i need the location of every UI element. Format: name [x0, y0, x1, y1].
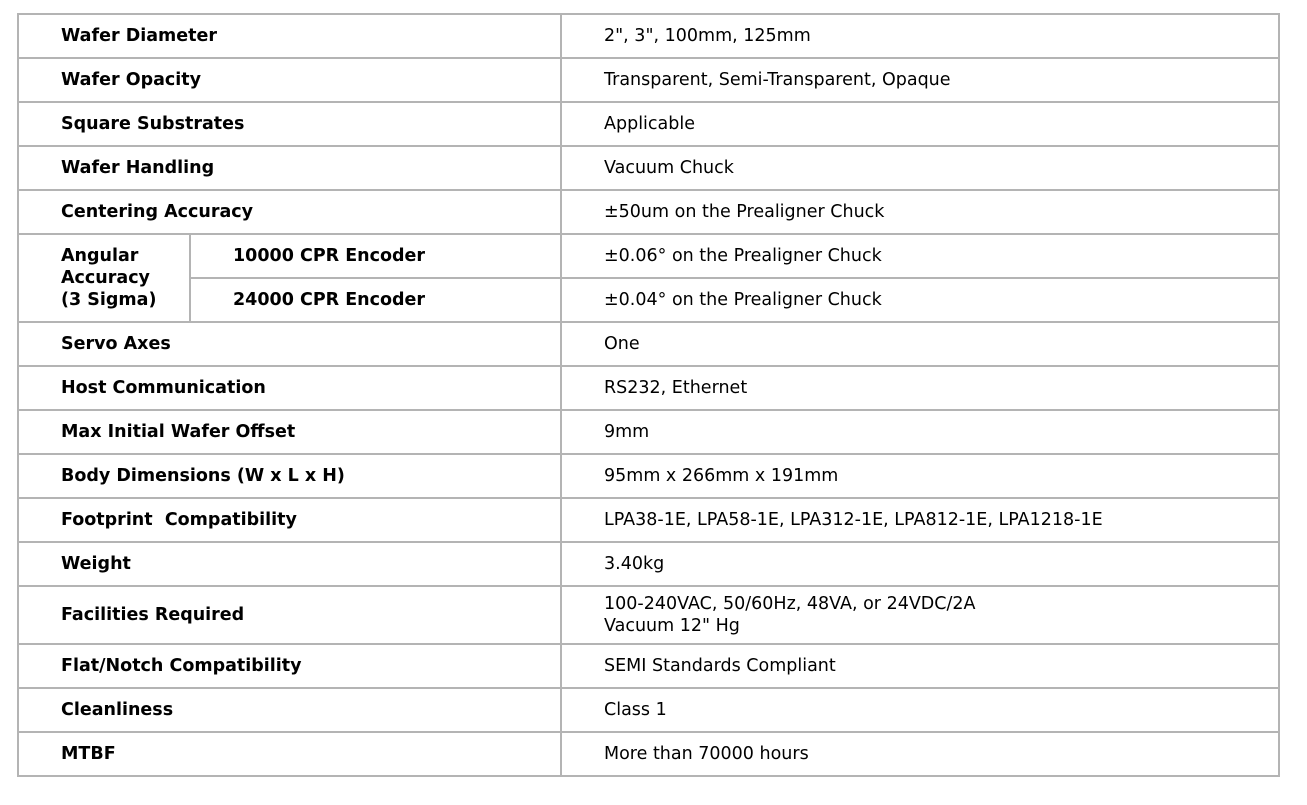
value-line: 100-240VAC, 50/60Hz, 48VA, or 24VDC/2A [604, 594, 976, 614]
table-row [18, 190, 1279, 234]
encoder-label: 24000 CPR Encoder [190, 278, 561, 322]
table-row [18, 102, 1279, 146]
spec-value: Vacuum Chuck [561, 146, 1279, 190]
spec-label: Square Substrates [18, 102, 561, 146]
spec-label: Footprint Compatibility [18, 498, 561, 542]
table-row [18, 644, 1279, 688]
spec-label: Servo Axes [18, 322, 561, 366]
spec-value: One [561, 322, 1279, 366]
spec-value: 3.40kg [561, 542, 1279, 586]
encoder-label: 10000 CPR Encoder [190, 234, 561, 278]
group-label-line: Accuracy [61, 268, 150, 288]
spec-label: MTBF [18, 732, 561, 776]
table-row [18, 688, 1279, 732]
table-row [18, 146, 1279, 190]
table-row [18, 14, 1279, 58]
spec-value [561, 586, 1279, 644]
spec-label: Body Dimensions (W x L x H) [18, 454, 561, 498]
table-row [18, 278, 1279, 322]
table-row [18, 58, 1279, 102]
spec-value: ±0.04° on the Prealigner Chuck [561, 278, 1279, 322]
spec-label: Flat/Notch Compatibility [18, 644, 561, 688]
angular-accuracy-group-label [18, 234, 190, 322]
spec-label: Weight [18, 542, 561, 586]
spec-label: Centering Accuracy [18, 190, 561, 234]
spec-value: Transparent, Semi-Transparent, Opaque [561, 58, 1279, 102]
spec-value: ±0.06° on the Prealigner Chuck [561, 234, 1279, 278]
spec-label: Wafer Handling [18, 146, 561, 190]
spec-label: Max Initial Wafer Offset [18, 410, 561, 454]
spec-value: SEMI Standards Compliant [561, 644, 1279, 688]
spec-label: Facilities Required [18, 586, 561, 644]
group-label-line: (3 Sigma) [61, 290, 157, 310]
table-row [18, 454, 1279, 498]
table-row [18, 732, 1279, 776]
table-row [18, 586, 1279, 644]
table-row [18, 366, 1279, 410]
spec-value: ±50um on the Prealigner Chuck [561, 190, 1279, 234]
spec-value: RS232, Ethernet [561, 366, 1279, 410]
table-row [18, 234, 1279, 278]
spec-value: More than 70000 hours [561, 732, 1279, 776]
table-row [18, 322, 1279, 366]
spec-value: Class 1 [561, 688, 1279, 732]
table-row [18, 542, 1279, 586]
spec-value: Applicable [561, 102, 1279, 146]
value-line: Vacuum 12" Hg [604, 616, 740, 636]
spec-label: Cleanliness [18, 688, 561, 732]
group-label-line: Angular [61, 246, 139, 266]
spec-label: Wafer Opacity [18, 58, 561, 102]
table-row [18, 498, 1279, 542]
spec-value: 95mm x 266mm x 191mm [561, 454, 1279, 498]
spec-value: LPA38-1E, LPA58-1E, LPA312-1E, LPA812-1E, LPA1218-1E [561, 498, 1279, 542]
table-row [18, 410, 1279, 454]
spec-value: 2", 3", 100mm, 125mm [561, 14, 1279, 58]
spec-label: Wafer Diameter [18, 14, 561, 58]
spec-label: Host Communication [18, 366, 561, 410]
spec-table [17, 13, 1280, 777]
spec-value: 9mm [561, 410, 1279, 454]
